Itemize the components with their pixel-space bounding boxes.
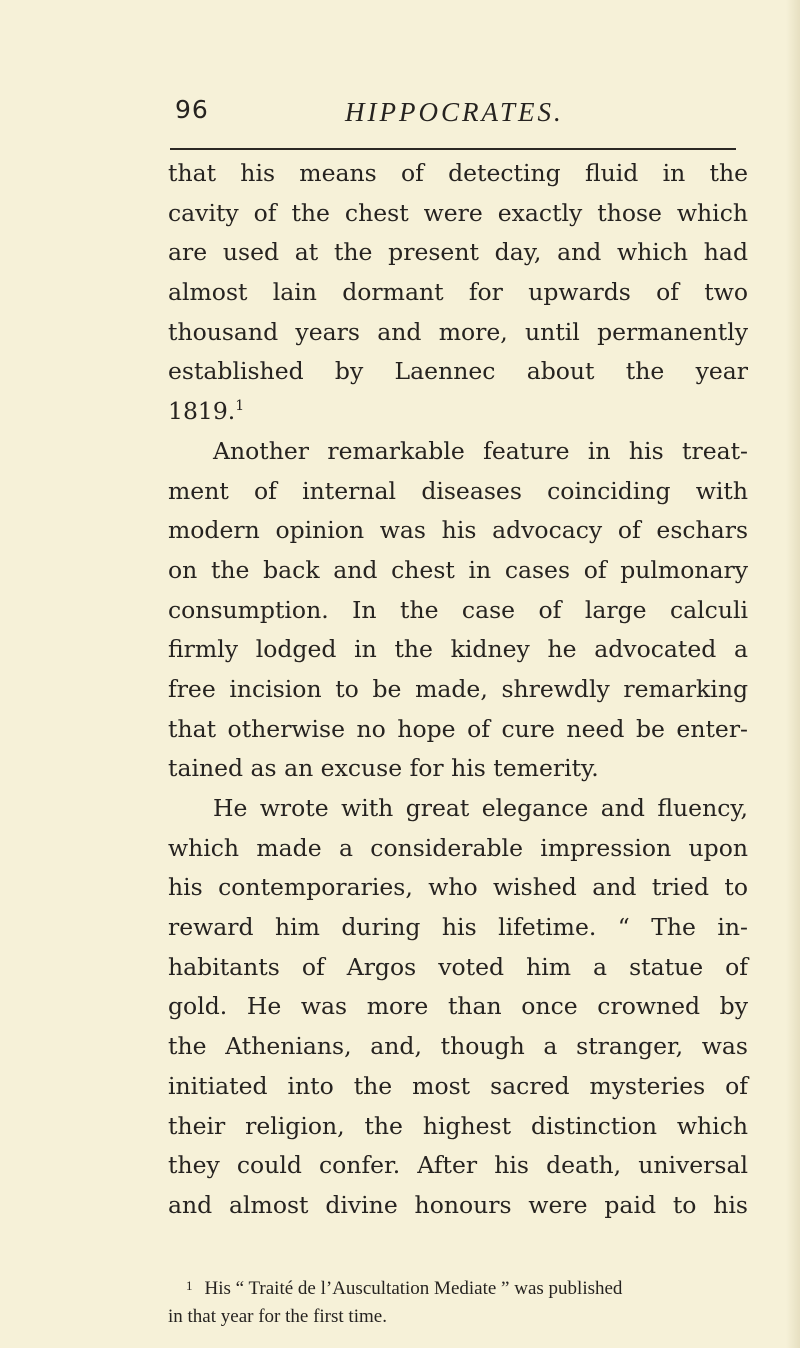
text-line: tained as an excuse for his temerity. (168, 754, 599, 783)
text-line: established by Laennec about the year (168, 357, 748, 386)
text-line: cavity of the chest were exactly those which (168, 198, 748, 227)
text-line: reward him during his lifetime. “ The in- (168, 913, 748, 942)
body-text (168, 154, 748, 1226)
text-line: his contemporaries, who wished and tried to (168, 873, 748, 902)
text-line-with-footnote (168, 392, 748, 432)
page-number: 96 (175, 95, 209, 124)
text-line: free incision to be made, shrewdly remarking (168, 674, 748, 703)
footnote-line (168, 1272, 746, 1303)
text-line: their religion, the highest distinction which (168, 1111, 748, 1140)
text-line: initiated into the most sacred mysteries of (168, 1071, 748, 1100)
paragraph-start-line: Another remarkable feature in his treat- (213, 436, 748, 465)
footnote-line: in that year for the first time. (168, 1306, 387, 1327)
footnote-marker: 1 (186, 1278, 193, 1293)
page-edge-shadow (786, 0, 800, 1348)
text-line: gold. He was more than once crowned by (168, 992, 748, 1021)
text-line: they could confer. After his death, universal (168, 1151, 748, 1180)
text-line: thousand years and more, until permanently (168, 317, 748, 346)
header-rule (170, 148, 736, 150)
text-line: the Athenians, and, though a stranger, was (168, 1032, 748, 1061)
text-line: ment of internal diseases coinciding with (168, 476, 748, 505)
paragraph-start-line: He wrote with great elegance and fluency, (213, 794, 748, 822)
running-head (175, 95, 735, 135)
text-line: 1819. (168, 397, 236, 426)
text-line: consumption. In the case of large calculi (168, 595, 748, 624)
text-line: which made a considerable impression upon (168, 833, 748, 862)
text-line: that his means of detecting fluid in the (168, 159, 748, 187)
running-title: HIPPOCRATES. (345, 97, 564, 127)
text-line: on the back and chest in cases of pulmonary (168, 555, 748, 584)
text-line: modern opinion was his advocacy of eschars (168, 516, 748, 545)
text-line: are used at the present day, and which had (168, 238, 748, 267)
text-line: that otherwise no hope of cure need be enter- (168, 714, 748, 743)
text-line: firmly lodged in the kidney he advocated a (168, 635, 748, 664)
text-line: and almost divine honours were paid to his (168, 1190, 748, 1219)
footnote (168, 1272, 746, 1331)
text-line: habitants of Argos voted him a statue of (168, 952, 748, 981)
text-line: almost lain dormant for upwards of two (168, 278, 748, 307)
footnote-reference: 1 (235, 398, 245, 415)
footnote-text: His “ Traité de l’Auscultation Mediate ” was published (204, 1278, 623, 1299)
